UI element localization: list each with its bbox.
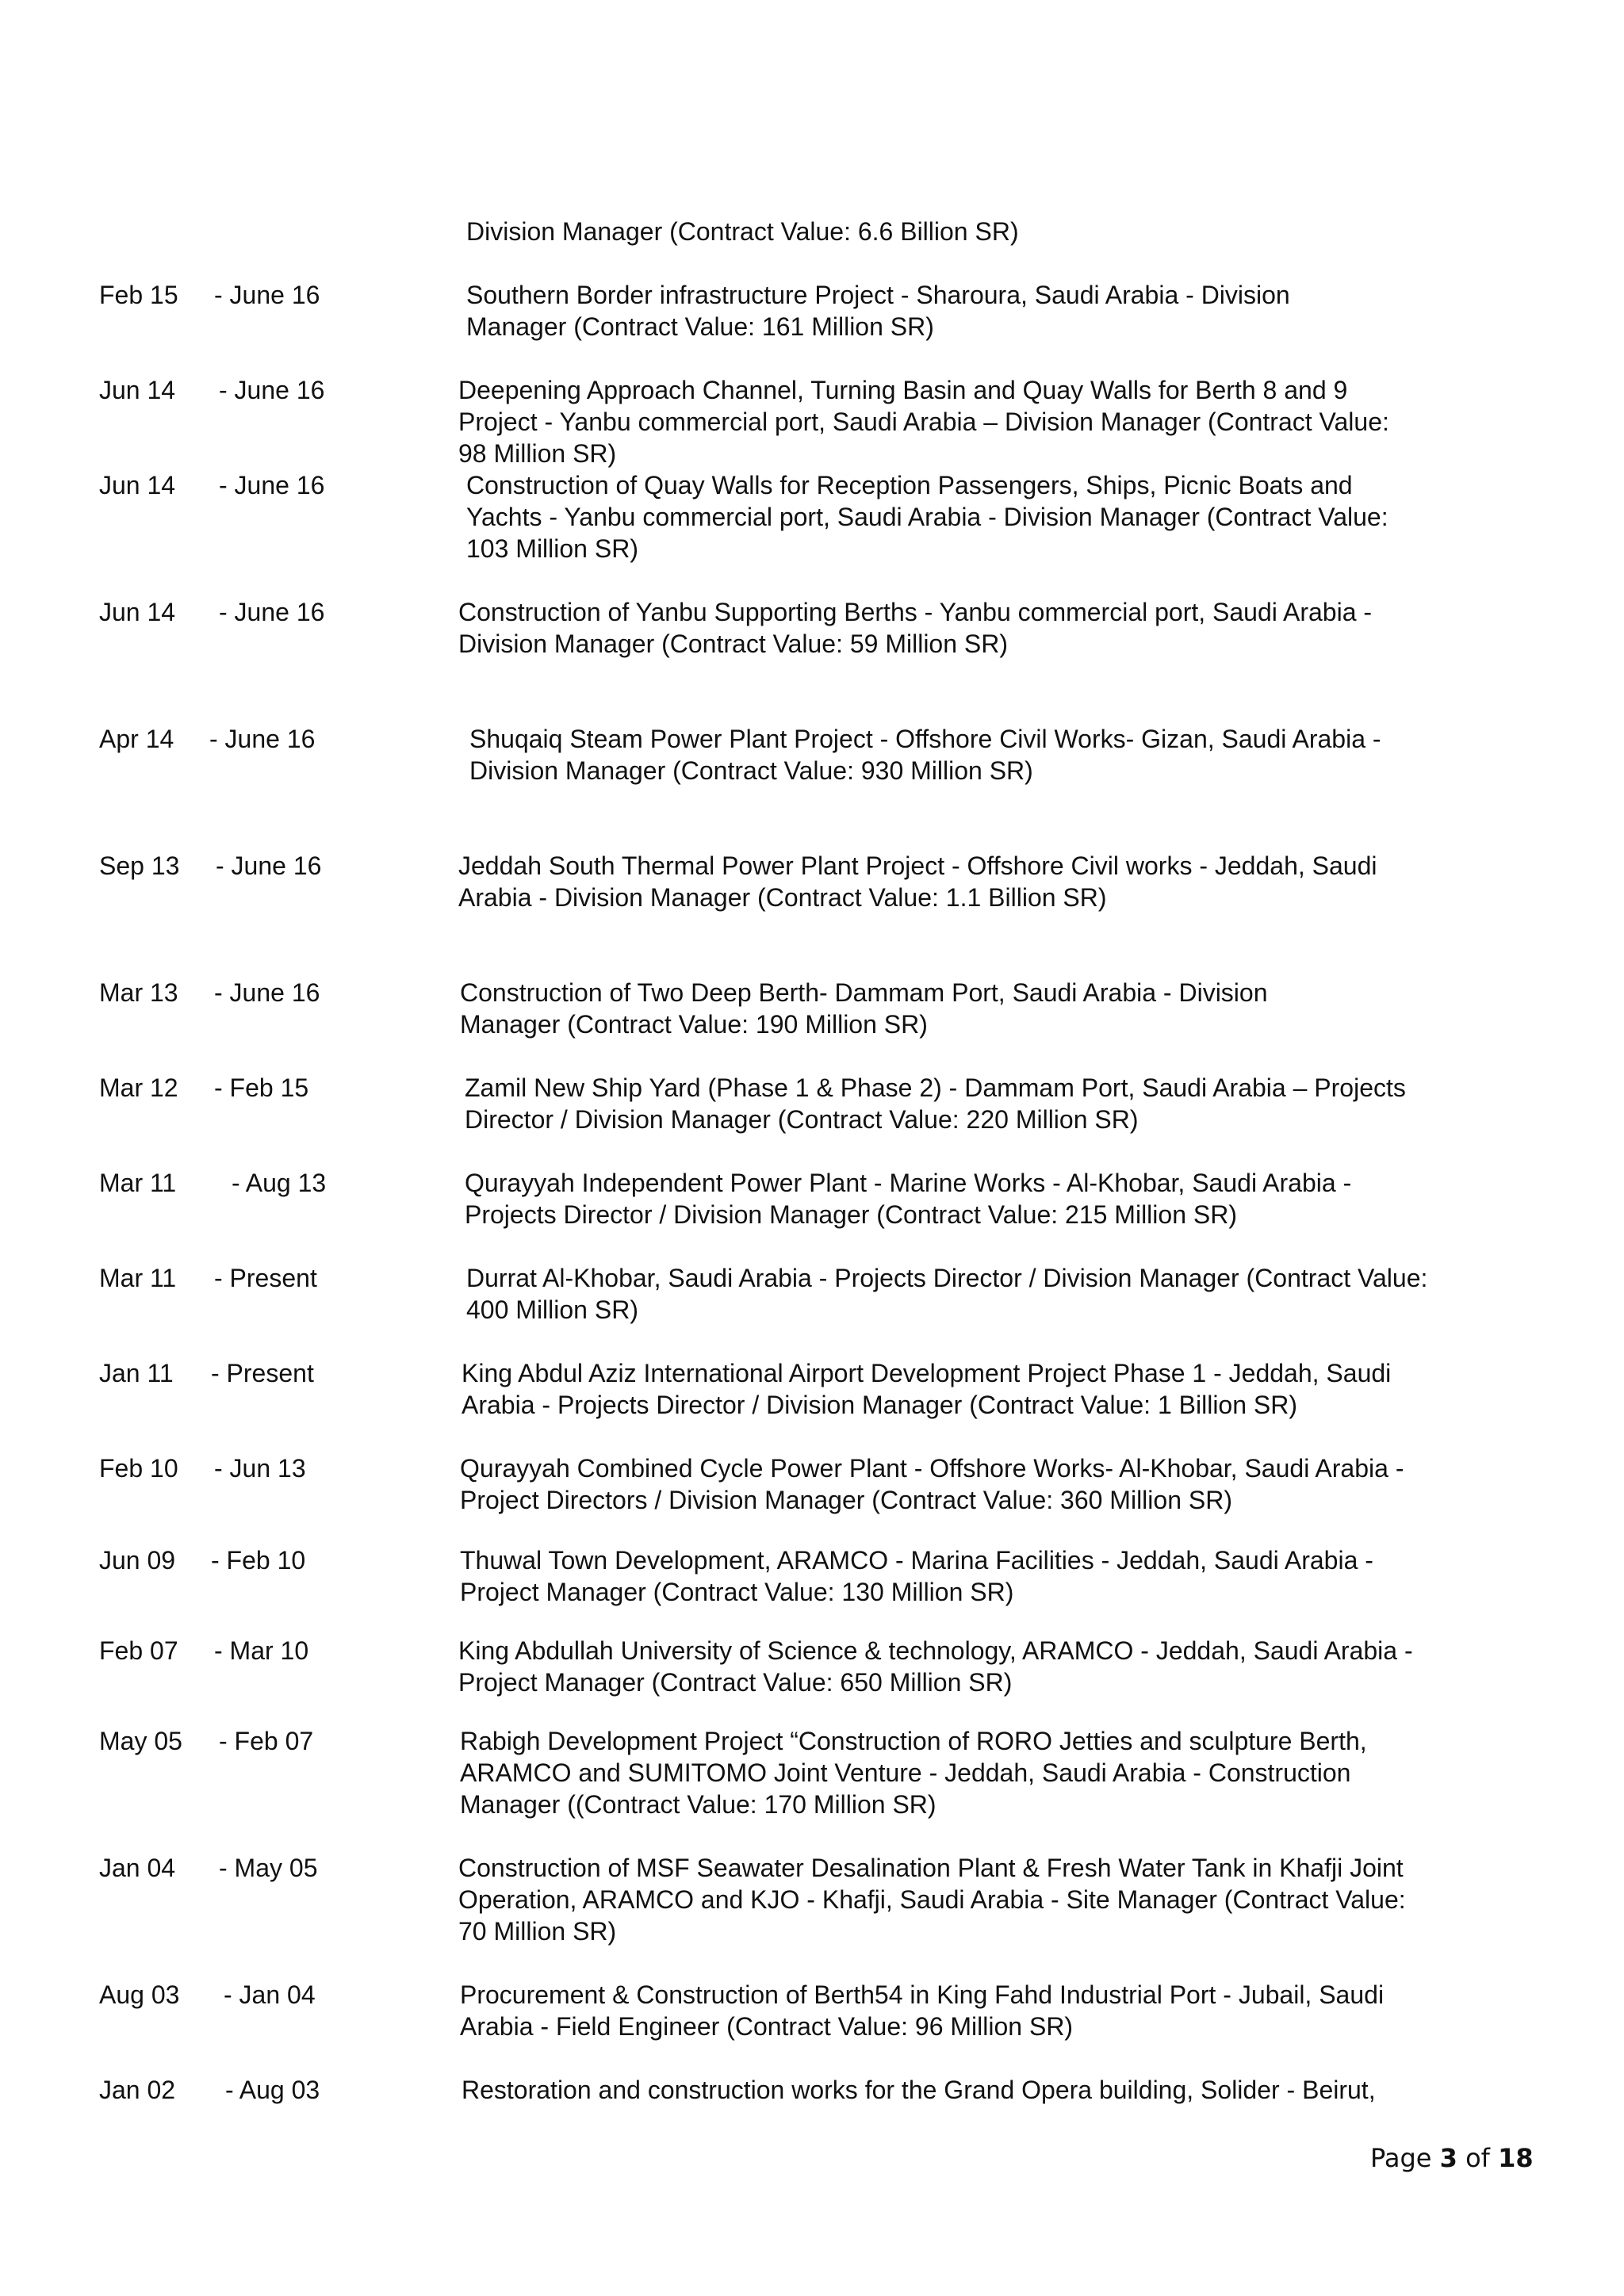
description-line: Procurement & Construction of Berth54 in King Fahd Industrial Port - Jubail, Saudi xyxy=(460,1980,1385,2009)
description-line: Operation, ARAMCO and KJO - Khafji, Saudi Arabia - Site Manager (Contract Value: xyxy=(458,1885,1406,1914)
description-line: Rabigh Development Project “Construction of RORO Jetties and sculpture Berth, xyxy=(460,1727,1367,1755)
start-date: Jun 14 xyxy=(99,598,176,626)
end-date: - Present xyxy=(211,1359,314,1387)
description-line: Project Directors / Division Manager (Contract Value: 360 Million SR) xyxy=(460,1486,1232,1514)
end-date: - June 16 xyxy=(219,471,325,499)
start-date: Feb 07 xyxy=(99,1636,178,1665)
description-line: Project Manager (Contract Value: 650 Million SR) xyxy=(458,1668,1013,1697)
start-date: Jun 14 xyxy=(99,471,176,499)
start-date: Mar 11 xyxy=(99,1264,177,1292)
end-date: - June 16 xyxy=(219,598,325,626)
page-footer xyxy=(1370,2142,1534,2174)
description-line: King Abdullah University of Science & technology, ARAMCO - Jeddah, Saudi Arabia - xyxy=(458,1636,1413,1665)
start-date: Jan 11 xyxy=(99,1359,174,1387)
description-line: Thuwal Town Development, ARAMCO - Marina Facilities - Jeddah, Saudi Arabia - xyxy=(460,1546,1373,1575)
description-line: Qurayyah Independent Power Plant - Marine Works - Al-Khobar, Saudi Arabia - xyxy=(465,1169,1352,1197)
end-date: - June 16 xyxy=(214,978,320,1007)
description-line: Project Manager (Contract Value: 130 Million SR) xyxy=(460,1578,1014,1606)
start-date: Feb 10 xyxy=(99,1454,178,1483)
project-description xyxy=(466,1262,1545,1326)
end-date: - Jun 13 xyxy=(214,1454,306,1483)
description-line: Arabia - Projects Director / Division Manager (Contract Value: 1 Billion SR) xyxy=(462,1391,1298,1419)
project-description xyxy=(465,1072,1543,1135)
start-date: Mar 13 xyxy=(99,978,178,1007)
start-date: Jun 09 xyxy=(99,1546,176,1575)
total-pages-number: 18 xyxy=(1498,2143,1534,2173)
end-date: - June 16 xyxy=(219,376,325,404)
description-line: Qurayyah Combined Cycle Power Plant - Offshore Works- Al-Khobar, Saudi Arabia - xyxy=(460,1454,1404,1483)
start-date: Jun 14 xyxy=(99,376,176,404)
current-page-number: 3 xyxy=(1439,2143,1457,2173)
project-description xyxy=(458,850,1537,913)
end-date: - Mar 10 xyxy=(214,1636,309,1665)
end-date: - June 16 xyxy=(209,725,316,753)
project-description xyxy=(458,596,1537,660)
description-line: Deepening Approach Channel, Turning Basin and Quay Walls for Berth 8 and 9 xyxy=(458,376,1348,404)
of-word: of xyxy=(1465,2143,1490,2173)
description-line: Construction of Two Deep Berth- Dammam Port, Saudi Arabia - Division xyxy=(460,978,1268,1007)
end-date: - Present xyxy=(214,1264,317,1292)
project-description xyxy=(465,1167,1543,1230)
description-line: 98 Million SR) xyxy=(458,439,617,468)
description-line: Arabia - Division Manager (Contract Value: 1.1 Billion SR) xyxy=(458,883,1107,912)
project-description xyxy=(458,374,1537,469)
description-line: Durrat Al-Khobar, Saudi Arabia - Projects Director / Division Manager (Contract Value: xyxy=(466,1264,1428,1292)
start-date: Sep 13 xyxy=(99,851,180,880)
description-line: Director / Division Manager (Contract Value: 220 Million SR) xyxy=(465,1105,1139,1134)
description-line: Manager (Contract Value: 190 Million SR) xyxy=(460,1010,928,1039)
description-line: Manager ((Contract Value: 170 Million SR) xyxy=(460,1790,936,1819)
description-line: King Abdul Aziz International Airport Development Project Phase 1 - Jeddah, Saudi xyxy=(462,1359,1392,1387)
description-line: Projects Director / Division Manager (Contract Value: 215 Million SR) xyxy=(465,1200,1237,1229)
description-line: Division Manager (Contract Value: 930 Million SR) xyxy=(469,756,1033,785)
project-description xyxy=(460,1725,1538,1820)
description-line: 400 Million SR) xyxy=(466,1295,638,1324)
description-line: Yachts - Yanbu commercial port, Saudi Arabia - Division Manager (Contract Value: xyxy=(466,503,1388,531)
description-line: Jeddah South Thermal Power Plant Project - Offshore Civil works - Jeddah, Saudi xyxy=(458,851,1377,880)
project-description xyxy=(466,279,1545,342)
description-line: ARAMCO and SUMITOMO Joint Venture - Jeddah, Saudi Arabia - Construction xyxy=(460,1758,1351,1787)
start-date: Jan 04 xyxy=(99,1854,176,1882)
description-line: Construction of MSF Seawater Desalination Plant & Fresh Water Tank in Khafji Joint xyxy=(458,1854,1404,1882)
end-date: - June 16 xyxy=(216,851,322,880)
page-word: Page xyxy=(1370,2143,1432,2173)
start-date: Feb 15 xyxy=(99,281,178,309)
start-date: Jan 02 xyxy=(99,2076,176,2104)
description-line: Division Manager (Contract Value: 59 Million SR) xyxy=(458,629,1009,658)
end-date: - Jan 04 xyxy=(224,1980,316,2009)
project-description xyxy=(460,1979,1538,2042)
project-description xyxy=(469,723,1548,786)
description-line: Arabia - Field Engineer (Contract Value: 96 Million SR) xyxy=(460,2012,1074,2041)
project-description xyxy=(460,977,1538,1040)
end-date: - Aug 13 xyxy=(232,1169,327,1197)
start-date: May 05 xyxy=(99,1727,182,1755)
project-description xyxy=(458,1852,1537,1947)
description-line: 70 Million SR) xyxy=(458,1917,617,1946)
start-date: Mar 11 xyxy=(99,1169,177,1197)
start-date: Aug 03 xyxy=(99,1980,180,2009)
project-description xyxy=(466,469,1545,564)
end-date: - Feb 10 xyxy=(211,1546,306,1575)
end-date: - May 05 xyxy=(219,1854,318,1882)
end-date: - Aug 03 xyxy=(225,2076,320,2104)
description-line: Construction of Quay Walls for Reception Passengers, Ships, Picnic Boats and xyxy=(466,471,1353,499)
description-line: Restoration and construction works for the Grand Opera building, Solider - Beirut, xyxy=(462,2076,1376,2104)
description-line: 103 Million SR) xyxy=(466,534,638,563)
continued-text: Division Manager (Contract Value: 6.6 Billion SR) xyxy=(466,217,1019,246)
project-description xyxy=(460,1544,1538,1608)
description-line: Shuqaiq Steam Power Plant Project - Offshore Civil Works- Gizan, Saudi Arabia - xyxy=(469,725,1381,753)
end-date: - Feb 15 xyxy=(214,1073,309,1102)
end-date: - Feb 07 xyxy=(219,1727,314,1755)
description-line: Project - Yanbu commercial port, Saudi Arabia – Division Manager (Contract Value: xyxy=(458,408,1389,436)
project-description xyxy=(460,1452,1538,1516)
start-date: Mar 12 xyxy=(99,1073,178,1102)
project-description xyxy=(462,2074,1540,2106)
description-line: Manager (Contract Value: 161 Million SR) xyxy=(466,312,934,341)
project-description xyxy=(462,1357,1540,1421)
description-line: Construction of Yanbu Supporting Berths - Yanbu commercial port, Saudi Arabia - xyxy=(458,598,1373,626)
end-date: - June 16 xyxy=(214,281,320,309)
start-date: Apr 14 xyxy=(99,725,174,753)
description-line: Southern Border infrastructure Project - Sharoura, Saudi Arabia - Division xyxy=(466,281,1290,309)
project-description xyxy=(458,1635,1537,1698)
description-line: Zamil New Ship Yard (Phase 1 & Phase 2) - Dammam Port, Saudi Arabia – Projects xyxy=(465,1073,1406,1102)
